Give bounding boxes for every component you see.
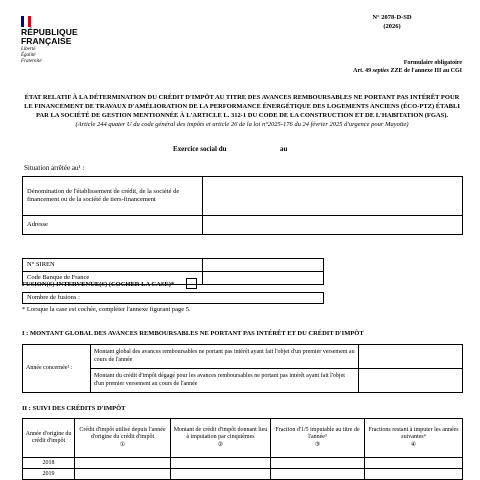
denomination-field[interactable] xyxy=(202,177,462,216)
article-suffix: ZZE de l'annexe III au CGI xyxy=(388,68,462,74)
table-row xyxy=(23,469,463,480)
fusion-footnote: * Lorsque la case est cochée, compléter l'annexe figurant page 5. xyxy=(22,306,191,313)
bank-code-label: Code Banque de France xyxy=(23,272,203,285)
article-reference xyxy=(353,67,462,75)
motto-egalite: Égalité xyxy=(21,52,36,58)
obligatory-block xyxy=(353,59,462,75)
header-amount-fifths-text: Montant de crédit d'impôt donnant lieu à imputation par cinquièmes xyxy=(173,427,268,440)
section1-table xyxy=(22,344,463,393)
siren-field[interactable] xyxy=(203,259,324,272)
section2-title: II : SUIVI DES CRÉDITS D'IMPÔT xyxy=(22,405,126,412)
title-main: ÉTAT RELATIF À LA DÉTERMINATION DU CRÉDIT D'IMPÔT AU TITRE DES AVANCES REMBOURSABLES NE PORTANT PAS INTÉRÊT POUR LE FINANCEMENT DE TRAVAUX D'AMÉLIORATION DE LA PERFORMANCE ÉNERGÉTIQUE DES LOGEMENTS ANCIENS (ÉCO-PTZ) ÉTABLI PAR LA SOCIÉTÉ DE GESTION MENTIONNÉE À L'ARTICLE L. 312-1 DU CODE DE LA CONSTRUCTION ET DE L'HABITATION (FGAS). xyxy=(24,94,460,119)
header-origin-year-text: Année d'origine du crédit d'impôt xyxy=(25,431,72,444)
header-fraction-year-mark: ③ xyxy=(314,442,321,448)
header-fraction-year-text: Fraction d'1/5 imputable au titre de l'année³ xyxy=(275,427,360,440)
address-field[interactable] xyxy=(202,216,462,235)
exercise-label: Exercice social du xyxy=(173,145,227,153)
form-year: (2026) xyxy=(383,23,401,30)
header-origin-year xyxy=(23,419,75,458)
bank-code-field[interactable] xyxy=(203,272,324,285)
motto-liberte: Liberté xyxy=(21,47,36,52)
header-fractions-remaining xyxy=(365,419,463,458)
identity-table xyxy=(22,176,463,235)
address-label: Adresse xyxy=(23,216,203,235)
fusion-checkbox[interactable] xyxy=(186,278,197,289)
amount-fifths-cell[interactable] xyxy=(171,458,271,469)
table-row xyxy=(23,259,324,272)
tax-credit-amount-field[interactable] xyxy=(359,369,463,393)
marianne-flag-icon xyxy=(21,16,31,27)
header-fractions-remaining-mark: ④ xyxy=(410,442,417,448)
denomination-label: Dénomination de l'établissement de crédit, de la société de financement ou de la société de tiers-financement xyxy=(23,177,203,216)
credit-used-cell[interactable] xyxy=(75,469,171,480)
credit-used-cell[interactable] xyxy=(75,458,171,469)
document-title xyxy=(24,93,460,129)
header-fraction-year xyxy=(271,419,365,458)
logo-line-1: RÉPUBLIQUE xyxy=(21,27,78,37)
amount-fifths-cell[interactable] xyxy=(171,469,271,480)
fusion-count-field[interactable]: Nombre de fusions : xyxy=(23,293,324,304)
year-cell: 2018 xyxy=(23,458,75,469)
motto xyxy=(21,47,42,64)
exercise-au: au xyxy=(280,145,288,153)
siren-label: N° SIREN xyxy=(23,259,203,272)
header-credit-used-mark: ① xyxy=(119,442,126,448)
article-italic: septies xyxy=(372,68,389,74)
table-row xyxy=(23,177,463,216)
logo-line-2: FRANÇAISE xyxy=(21,36,72,46)
section2-table xyxy=(22,418,463,480)
fractions-remaining-cell[interactable] xyxy=(365,458,463,469)
global-amount-label: Montant global des avances remboursables ne portant pas intérêt ayant fait l'objet d'un premier versement au cours de l'année xyxy=(91,345,359,369)
motto-fraternite: Fraternité xyxy=(21,58,42,64)
fraction-year-cell[interactable] xyxy=(271,469,365,480)
obligatory-label: Formulaire obligatoire xyxy=(403,60,462,66)
title-sub: (Article 244 quater U du code général des impôts et article 26 de la loi n°2025-176 du 24 février 2025 d'urgence pour Mayotte) xyxy=(75,121,409,128)
fusion-count-table xyxy=(22,292,324,304)
form-number-block xyxy=(322,13,462,31)
global-amount-field[interactable] xyxy=(359,345,463,369)
fractions-remaining-cell[interactable] xyxy=(365,469,463,480)
header-fractions-remaining-text: Fractions restant à imputer les années suivantes⁴ xyxy=(368,427,459,440)
table-header-row xyxy=(23,419,463,458)
year-concerned-field[interactable]: Année concernée² : xyxy=(23,345,91,393)
fusion-label: FUSION(S) INTERVENUE(S) (COCHER LA CASE)* xyxy=(22,281,175,288)
article-prefix: Art. 49 xyxy=(353,68,373,74)
header-credit-used xyxy=(75,419,171,458)
header-credit-used-text: Crédit d'impôt utilisé depuis l'année d'origine du crédit d'impôt xyxy=(79,427,166,440)
situation-label: Situation arrêtée au¹ : xyxy=(24,164,85,172)
header-amount-fifths xyxy=(171,419,271,458)
form-number: N° 2078-D-SD xyxy=(372,14,412,21)
section1-title: I : MONTANT GLOBAL DES AVANCES REMBOURSABLES NE PORTANT PAS INTÉRÊT ET DU CRÉDIT D'IMPÔT xyxy=(22,330,364,337)
table-row xyxy=(23,216,463,235)
table-row xyxy=(23,458,463,469)
table-row xyxy=(23,293,324,304)
flag-red-stripe xyxy=(28,16,31,27)
tax-credit-amount-label: Montant du crédit d'impôt dégagé pour les avances remboursables ne portant pas intérêt ayant fait l'objet d'un premier versement au cours de l'année xyxy=(91,369,359,393)
table-row xyxy=(23,345,463,369)
republique-francaise-logo xyxy=(21,28,78,46)
fraction-year-cell[interactable] xyxy=(271,458,365,469)
header-amount-fifths-mark: ② xyxy=(217,442,224,448)
year-cell: 2019 xyxy=(23,469,75,480)
